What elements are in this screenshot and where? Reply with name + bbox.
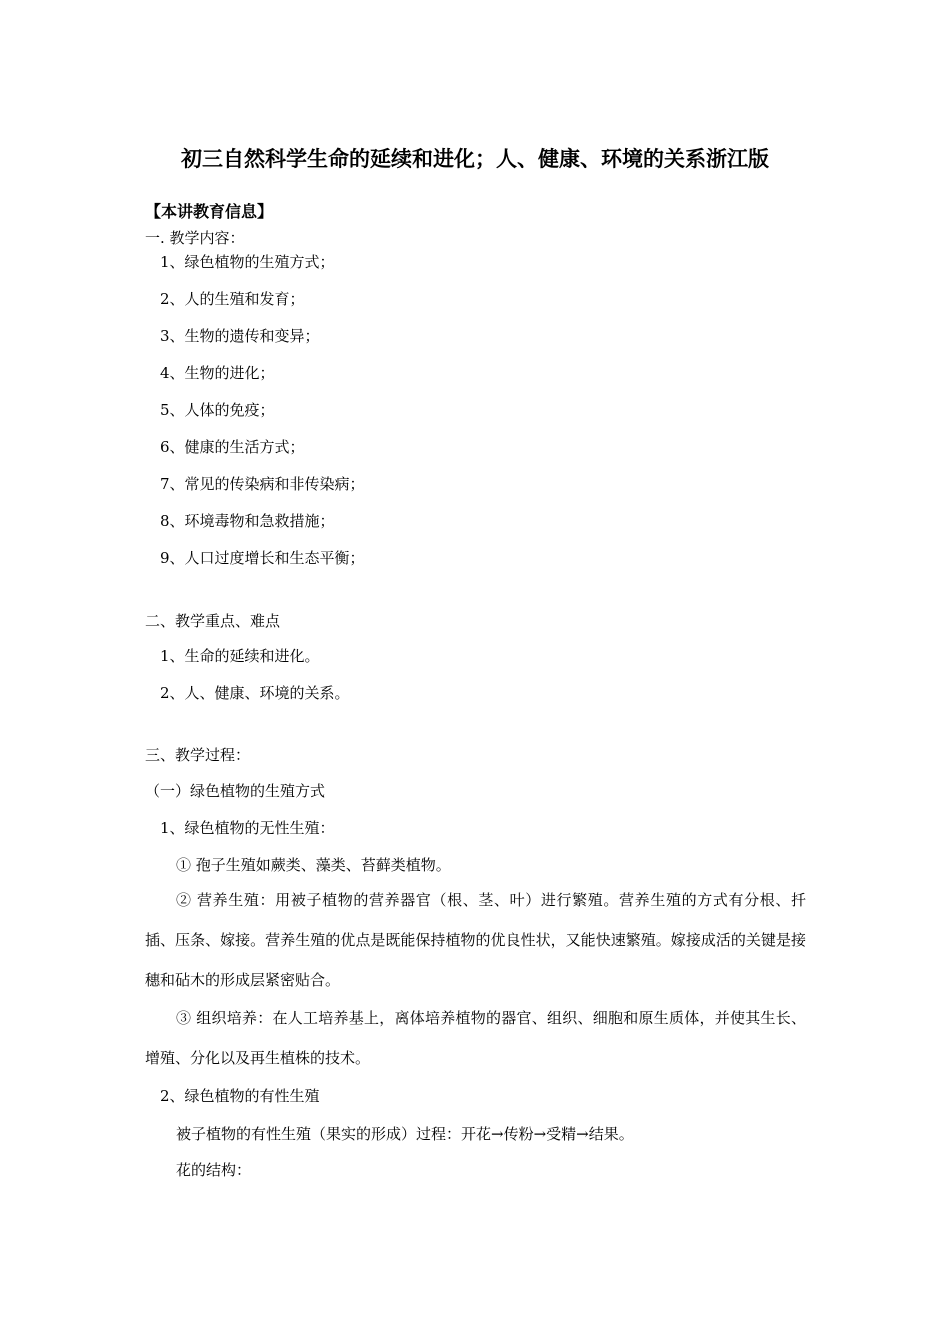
subsection-heading: （一）绿色植物的生殖方式 [145,782,326,800]
paragraph-title: 1、绿色植物的无性生殖： [160,819,335,837]
list-item: 9、人口过度增长和生态平衡； [160,549,365,567]
list-item: 4、生物的进化； [160,364,275,382]
section3-heading: 三、教学过程： [145,746,251,764]
list-item: 1、绿色植物的生殖方式； [160,253,335,271]
document-title: 初三自然科学生命的延续和进化；人、健康、环境的关系浙江版 [181,147,769,171]
list-item: 2、人、健康、环境的关系。 [160,684,350,702]
paragraph-flower-structure: 花的结构： [176,1161,252,1179]
list-item: 1、生命的延续和进化。 [160,647,320,665]
paragraph-tissue-culture: ③ 组织培养：在人工培养基上，离体培养植物的器官、组织、细胞和原生质体，并使其生长、增殖、分化以及再生植株的技术。 [145,1009,806,1067]
section1-heading: 一. 教学内容： [145,229,245,247]
list-item: 2、人的生殖和发育； [160,290,305,308]
paragraph-title: 2、绿色植物的有性生殖 [160,1087,320,1105]
section2-heading: 二、教学重点、难点 [145,612,281,630]
list-item: 3、生物的遗传和变异； [160,327,320,345]
paragraph-spore-reproduction: ① 孢子生殖如蕨类、藻类、苔藓类植物。 [176,856,451,874]
paragraph-vegetative-reproduction: ② 营养生殖：用被子植物的营养器官（根、茎、叶）进行繁殖。营养生殖的方式有分根、扦插、压条、嫁接。营养生殖的优点是既能保持植物的优良性状，又能快速繁殖。嫁接成活的关键是接穗和砧木的形成层紧密贴合。 [145,891,806,989]
list-item: 6、健康的生活方式； [160,438,305,456]
paragraph-sexual-reproduction: 被子植物的有性生殖（果实的形成）过程：开花→传粉→受精→结果。 [176,1125,634,1143]
list-item: 8、环境毒物和急救措施； [160,512,335,530]
info-header: 【本讲教育信息】 [145,202,274,221]
list-item: 5、人体的免疫； [160,401,275,419]
list-item: 7、常见的传染病和非传染病； [160,475,365,493]
